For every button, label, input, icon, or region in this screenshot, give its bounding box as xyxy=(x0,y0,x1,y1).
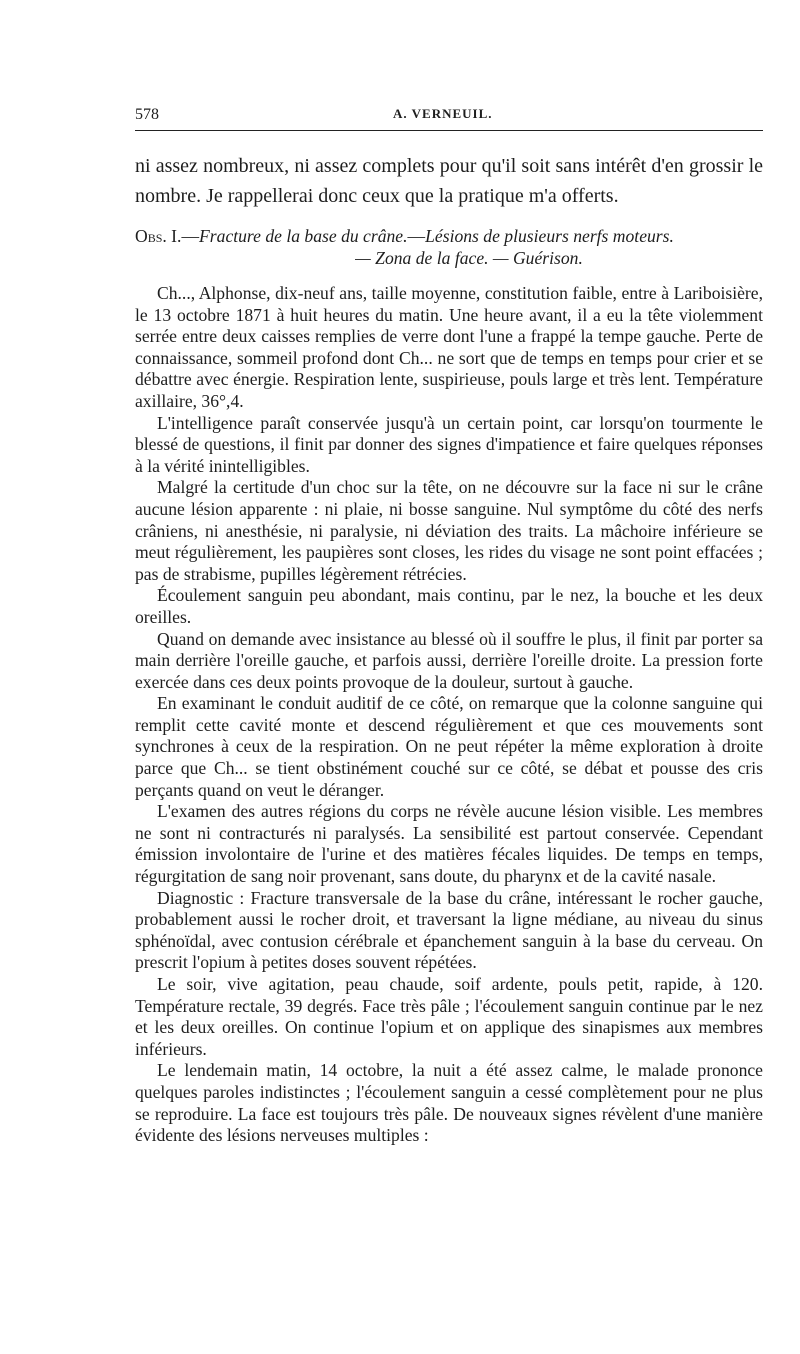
observation-label: Obs. I. xyxy=(135,226,182,246)
paragraph: Ch..., Alphonse, dix-neuf ans, taille moyenne, constitution faible, entre à Lariboisière, le 13 octobre 1871 à huit heures du matin. Une heure avant, il a eu la tête violemment serrée entre deux caisses remplies de verre dont l'une a frappé la tempe gauche. Perte de connaissance, sommeil profond dont Ch... ne sort que de temps en temps pour crier et se débattre avec énergie. Respiration lente, suspirieuse, pouls large et très lent. Température axillaire, 36°,4. xyxy=(135,283,763,411)
observation-title-1: Fracture de la base du crâne. xyxy=(199,226,408,246)
observation-heading-line1 xyxy=(135,225,763,247)
running-title: A. VERNEUIL. xyxy=(393,106,493,121)
paragraph: L'examen des autres régions du corps ne révèle aucune lésion visible. Les membres ne sont ni contracturés ni paralysés. La sensibilité est partout conservée. Cependant émission involontaire de l'urine et des matières fécales liquides. De temps en temps, régurgitation de sang noir provenant, sans doute, du pharynx et de la cavité nasale. xyxy=(135,801,763,887)
observation-title-2: Lésions de plusieurs nerfs moteurs. xyxy=(425,226,674,246)
header-rule xyxy=(135,130,763,131)
observation-title-3: — Zona de la face. — Guérison. xyxy=(355,248,583,268)
paragraph: Écoulement sanguin peu abondant, mais continu, par le nez, la bouche et les deux oreilles. xyxy=(135,585,763,627)
paragraph: Diagnostic : Fracture transversale de la base du crâne, intéressant le rocher gauche, probablement aussi le rocher droit, et traversant la ligne médiane, au niveau du sinus sphénoïdal, avec contusion cérébrale et épanchement sanguin à la base du cerveau. On prescrit l'opium à petites doses souvent répétées. xyxy=(135,887,763,973)
paragraph: En examinant le conduit auditif de ce côté, on remarque que la colonne sanguine qui remplit cette cavité monte et descend régulièrement et que ces mouvements sont synchrones à ceux de la respiration. On ne peut répéter la même exploration à droite parce que Ch... se tient obstinément couché sur ce côté, se débat et pousse des cris perçants quand on veut le déranger. xyxy=(135,693,763,800)
paragraph: Malgré la certitude d'un choc sur la tête, on ne découvre sur la face ni sur le crâne aucune lésion apparente : ni plaie, ni bosse sanguine. Nul symptôme du côté des nerfs crâniens, ni anesthésie, ni paralysie, ni déviation des traits. La mâchoire inférieure se meut régulièrement, les paupières sont closes, les rides du visage ne sont point effacées ; pas de strabisme, pupilles légèrement rétrécies. xyxy=(135,477,763,584)
paragraph: Le lendemain matin, 14 octobre, la nuit a été assez calme, le malade prononce quelques paroles indistinctes ; l'écoulement sanguin a cessé complètement pour ne plus se reproduire. La face est toujours très pâle. De nouveaux signes révèlent d'une manière évidente des lésions nerveuses multiples : xyxy=(135,1060,763,1146)
paragraph: Quand on demande avec insistance au blessé où il souffre le plus, il finit par porter sa main derrière l'oreille gauche, et parfois aussi, derrière l'oreille droite. La pression forte exercée dans ces deux points provoque de la douleur, surtout à gauche. xyxy=(135,628,763,692)
page-number: 578 xyxy=(135,106,159,123)
body-text xyxy=(135,152,763,1147)
observation-heading xyxy=(135,225,763,269)
book-page xyxy=(135,100,763,1147)
paragraph: L'intelligence paraît conservée jusqu'à un certain point, car lorsqu'on tourmente le blessé de questions, il finit par donner des signes d'impatience et faire quelques réponses à la vérité inintelligibles. xyxy=(135,412,763,476)
observation-dash-2: — xyxy=(407,226,426,246)
running-header xyxy=(135,100,763,134)
intro-paragraph: ni assez nombreux, ni assez complets pour qu'il soit sans intérêt d'en grossir le nombre. Je rappellerai donc ceux que la pratique m'a offerts. xyxy=(135,155,763,207)
observation-dash-1: — xyxy=(181,226,200,246)
paragraph: Le soir, vive agitation, peau chaude, soif ardente, pouls petit, rapide, à 120. Température rectale, 39 degrés. Face très pâle ; l'écoulement sanguin continue par le nez et les deux oreilles. On continue l'opium et on applique des sinapismes aux membres inférieurs. xyxy=(135,974,763,1059)
